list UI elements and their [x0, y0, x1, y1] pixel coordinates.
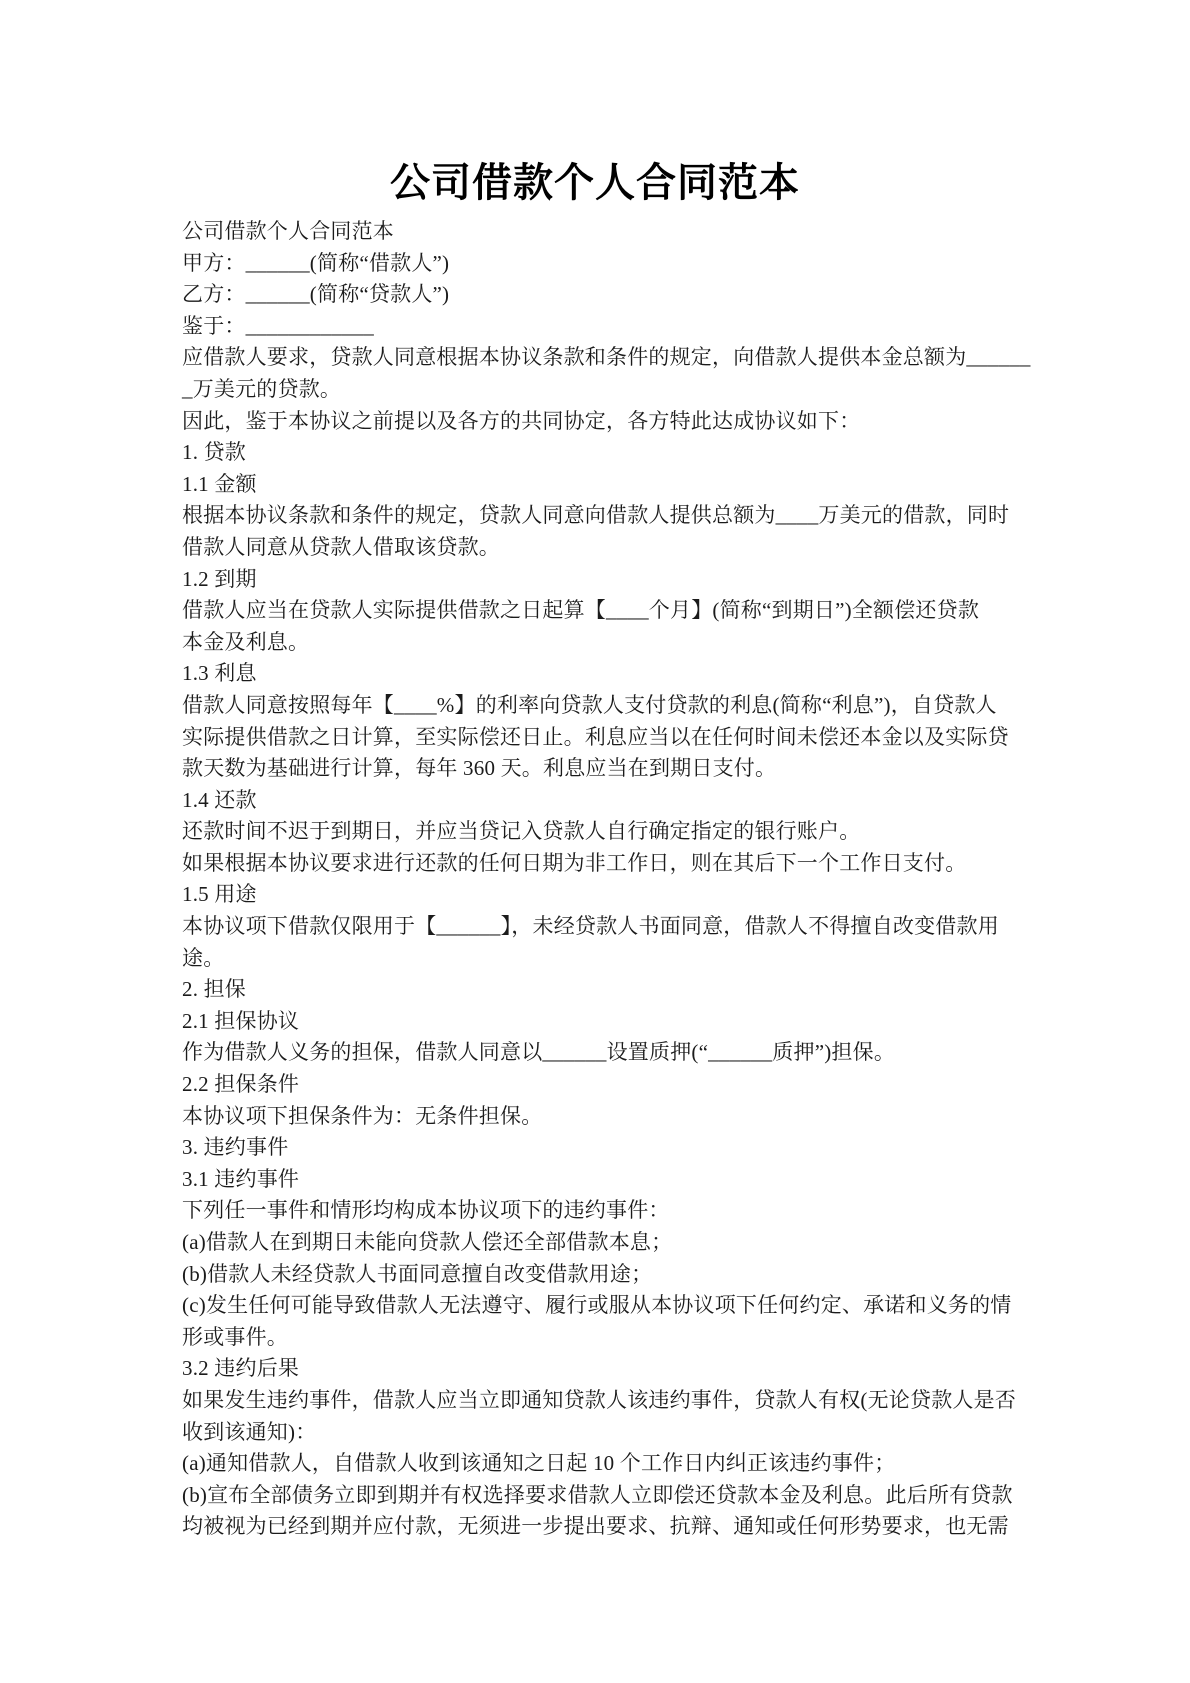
contract-line: 1.2 到期 — [182, 566, 257, 591]
contract-line: 1. 贷款 — [182, 440, 246, 465]
contract-line: 甲方：______(简称“借款人”) — [182, 250, 450, 275]
contract-line: 形或事件。 — [182, 1324, 288, 1349]
contract-line: 实际提供借款之日计算，至实际偿还日止。利息应当以在任何时间未偿还本金以及实际贷 — [182, 724, 1009, 749]
contract-line: 乙方：______(简称“贷款人”) — [182, 282, 450, 307]
contract-line: 公司借款个人合同范本 — [182, 219, 394, 243]
contract-line: 3. 违约事件 — [182, 1135, 289, 1160]
contract-line: 借款人同意从贷款人借取该贷款。 — [182, 534, 500, 559]
contract-line: (b)借款人未经贷款人书面同意擅自改变借款用途； — [182, 1261, 653, 1286]
contract-line: 如果根据本协议要求进行还款的任何日期为非工作日，则在其后下一个工作日支付。 — [182, 850, 967, 875]
contract-line: 鉴于：____________ — [182, 313, 374, 338]
contract-line: 1.4 还款 — [182, 787, 257, 812]
contract-line: 2. 担保 — [182, 977, 246, 1002]
contract-line: 1.5 用途 — [182, 882, 257, 907]
document-body — [182, 216, 1040, 1543]
contract-line: 借款人同意按照每年【____%】的利率向贷款人支付贷款的利息(简称“利息”)，自贷款人 — [182, 692, 997, 717]
contract-line: (c)发生任何可能导致借款人无法遵守、履行或服从本协议项下任何约定、承诺和义务的情 — [182, 1293, 1012, 1318]
contract-line: 如果发生违约事件，借款人应当立即通知贷款人该违约事件，贷款人有权(无论贷款人是否 — [182, 1387, 1016, 1412]
contract-line: 款天数为基础进行计算，每年 360 天。利息应当在到期日支付。 — [182, 756, 777, 781]
contract-line: 3.1 违约事件 — [182, 1166, 300, 1191]
contract-line: 因此，鉴于本协议之前提以及各方的共同协定，各方特此达成协议如下： — [182, 408, 861, 433]
contract-line: 收到该通知)： — [182, 1419, 317, 1444]
contract-line: 本金及利息。 — [182, 629, 310, 654]
contract-line: (a)通知借款人，自借款人收到该通知之日起 10 个工作日内纠正该违约事件； — [182, 1451, 896, 1476]
contract-line: 作为借款人义务的担保，借款人同意以______设置质押(“______质押”)担保。 — [182, 1040, 896, 1065]
contract-line: 根据本协议条款和条件的规定，贷款人同意向借款人提供总额为____万美元的借款，同时 — [182, 503, 1010, 528]
contract-line: _万美元的贷款。 — [182, 376, 342, 401]
contract-line: 还款时间不迟于到期日，并应当贷记入贷款人自行确定指定的银行账户。 — [182, 819, 861, 844]
contract-line: 2.1 担保协议 — [182, 1008, 300, 1033]
contract-line: 借款人应当在贷款人实际提供借款之日起算【____个月】(简称“到期日”)全额偿还贷款 — [182, 598, 980, 623]
contract-line: 本协议项下担保条件为：无条件担保。 — [182, 1103, 543, 1128]
contract-line: 2.2 担保条件 — [182, 1072, 300, 1097]
document-title: 公司借款个人合同范本 — [390, 160, 800, 205]
contract-line: 1.3 利息 — [182, 661, 257, 686]
contract-line: 3.2 违约后果 — [182, 1356, 300, 1381]
contract-line: 本协议项下借款仅限用于【______】，未经贷款人书面同意，借款人不得擅自改变借款用 — [182, 914, 999, 939]
contract-line: 途。 — [182, 945, 225, 970]
contract-line: 1.1 金额 — [182, 471, 257, 496]
contract-line: 均被视为已经到期并应付款，无须进一步提出要求、抗辩、通知或任何形势要求，也无需 — [182, 1514, 1009, 1539]
contract-line: 下列任一事件和情形均构成本协议项下的违约事件： — [182, 1198, 670, 1223]
contract-line: (b)宣布全部债务立即到期并有权选择要求借款人立即偿还贷款本金及利息。此后所有贷款 — [182, 1482, 1013, 1507]
contract-line: (a)借款人在到期日未能向贷款人偿还全部借款本息； — [182, 1230, 673, 1254]
contract-line: 应借款人要求，贷款人同意根据本协议条款和条件的规定，向借款人提供本金总额为______ — [182, 345, 1031, 370]
